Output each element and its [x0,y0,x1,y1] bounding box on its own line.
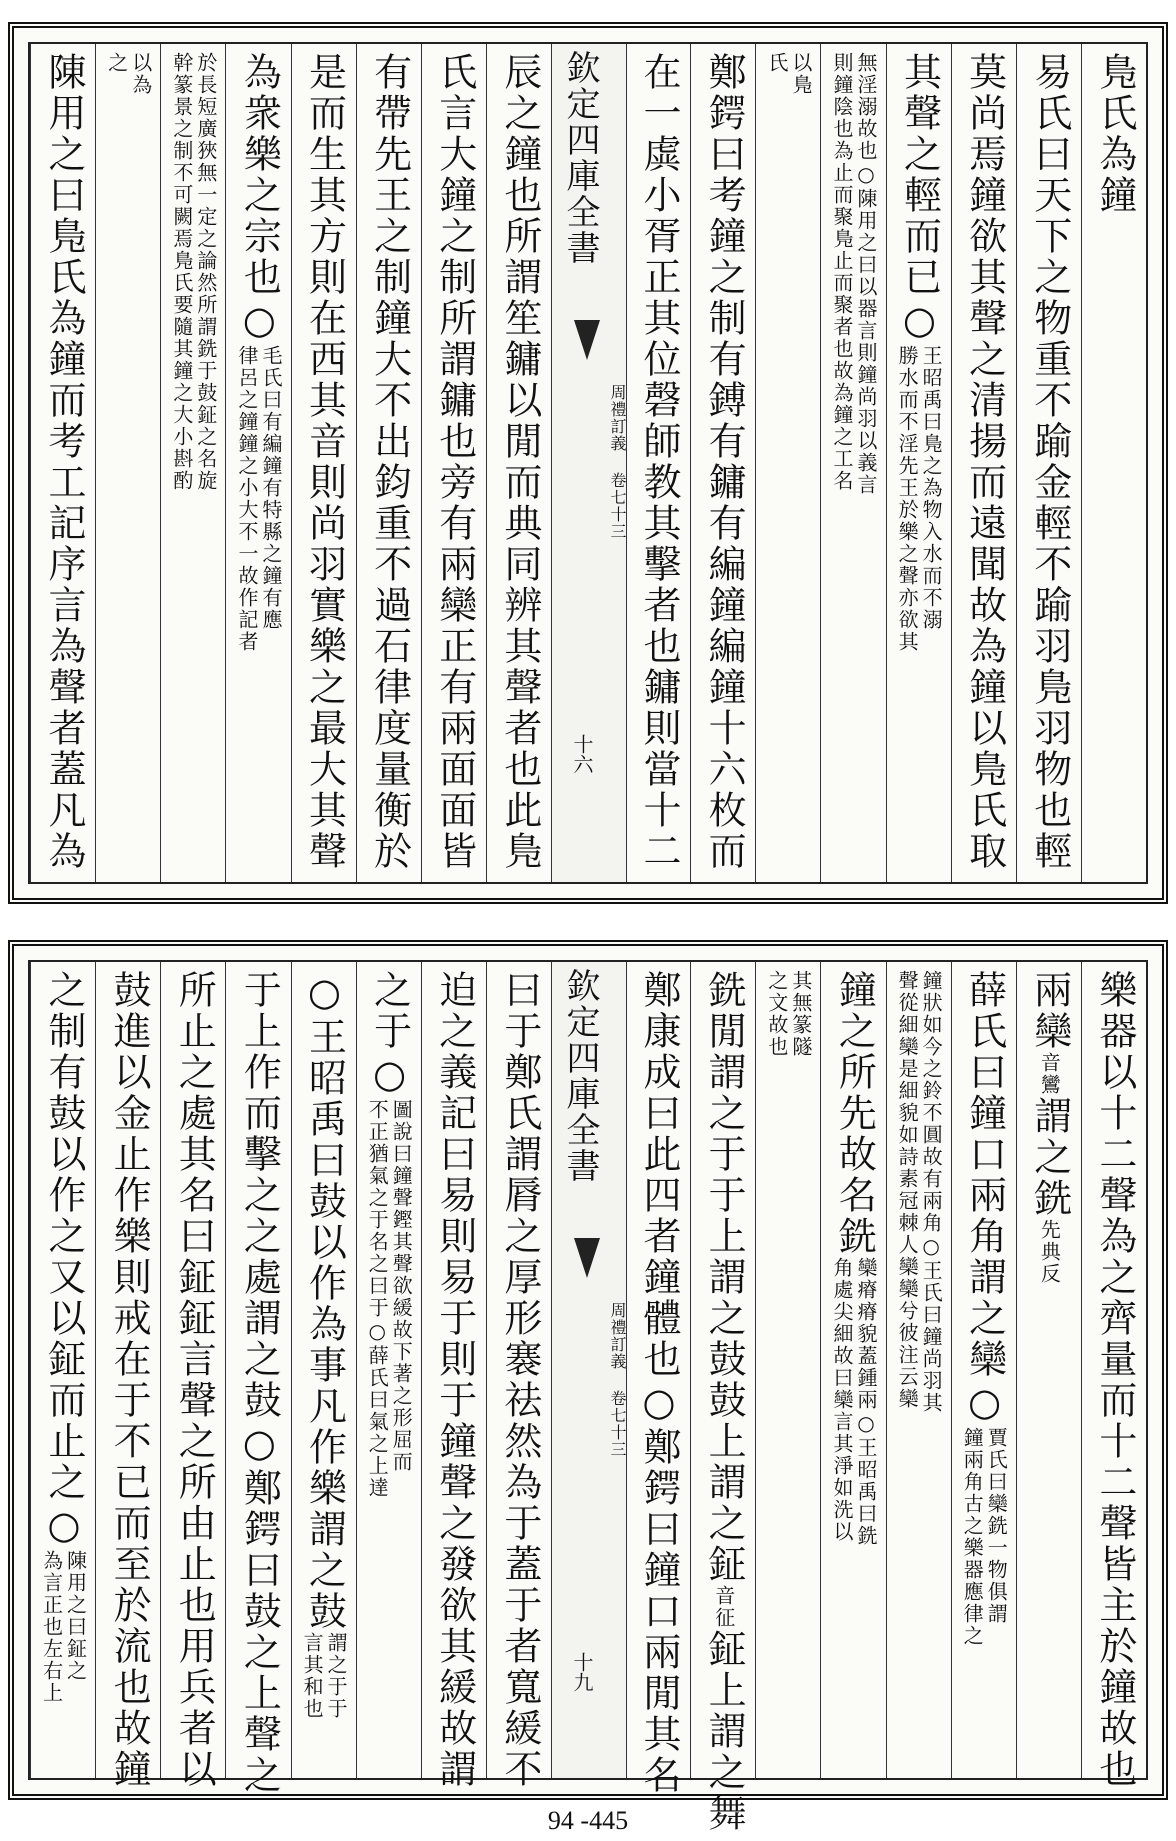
chapter-label: 周禮訂義 卷七十三 [608,1302,627,1458]
main-text: 是而生其方則在西其音則尚羽實樂之最大其聲 [302,52,347,872]
main-text: 所止之處其名曰鉦鉦言聲之所由止也用兵者以 [172,970,217,1790]
left-column [486,44,551,882]
annotation-text: 鐘兩角古之樂器應律之 [960,1427,985,1647]
right-column [951,44,1016,882]
center-margin [551,962,627,1778]
main-text: 在一虡小胥正其位磬師教其擊者也鏞則當十二 [636,52,681,872]
main-text: 兩欒 [1027,970,1072,1052]
annotation-text: 以為 [128,52,153,96]
annotation-text: 賈氏曰欒銑一物俱謂 [984,1427,1009,1625]
left-column [95,44,160,882]
right-column [690,44,755,882]
annotation-text: 以鳬 [788,52,813,96]
annotation-text: 之 [104,52,129,74]
main-text: 陳用之曰鳬氏為鐘而考工記序言為聲者蓋凡為 [41,52,86,872]
main-text: 薛氏曰鐘口兩角謂之欒○ [962,970,1007,1427]
main-text: ○王昭禹曰鼓以作為事凡作樂謂之鼓 [302,970,347,1632]
main-text: 鐘之所先故名銑 [832,970,877,1257]
center-margin [551,44,627,882]
annotation-text: 其無篆隧 [788,970,813,1058]
right-column [1081,44,1146,882]
main-text: 迫之義記曰易則易于則于鐘聲之發欲其緩故謂 [432,970,477,1790]
main-text: 銑閒謂之于于上謂之鼓鼓上謂之鉦 [702,970,747,1585]
fishtail-mark [574,1238,600,1278]
right-column [755,44,820,882]
main-text: 之制有鼓以作之又以鉦而止之○ [41,970,86,1550]
chapter-label: 周禮訂義 卷七十三 [608,384,627,540]
right-column [755,962,820,1778]
right-column [886,962,951,1778]
annotation-text: 音征 [711,1585,736,1629]
annotation-text: 則鐘陰也為止而聚鳬止而聚者也故為鐘之工名 [829,52,854,492]
annotation-text: 為言正也左右上 [39,1550,64,1704]
annotation-text: 毛氏曰有編鐘有特縣之鐘有應 [258,345,283,631]
right-column [625,44,690,882]
top-page [8,22,1168,904]
annotation-text: 勝水而不淫先王於樂之聲亦欲其 [895,345,920,653]
annotation-text: 陳用之曰鉦之 [63,1550,88,1682]
annotation-text: 於長短廣狹無一定之論然所謂銑于鼓鉦之名旋 [193,52,218,492]
main-text: 有帶先王之制鐘大不出鈞重不過石律度量衡於 [367,52,412,872]
annotation-text: 律呂之鐘鐘之小大不一故作記者 [234,345,259,653]
annotation-text: 音鸞 [1037,1052,1062,1096]
left-column [421,44,486,882]
right-column [1016,44,1081,882]
main-text: 于上作而擊之之處謂之鼓○鄭鍔曰鼓之上聲之 [237,970,282,1796]
annotation-text: 之文故也 [764,970,789,1058]
main-text: 曰于鄭氏謂脣之厚形褰祛然為于蓋于者寬緩不 [497,970,542,1790]
right-column [951,962,1016,1778]
annotation-text: 幹篆景之制不可闕焉鳬氏要隨其鐘之大小斟酌 [169,52,194,492]
right-column [820,962,885,1778]
right-column [625,962,690,1796]
left-column [421,962,486,1790]
main-text: 鄭康成曰此四者鐘體也○鄭鍔曰鐘口兩閒其名 [636,970,681,1796]
annotation-text: 謂之于于 [324,1632,349,1720]
left-column [225,962,290,1796]
annotation-text: 王昭禹曰鳬之為物入水而不溺 [919,345,944,631]
fishtail-mark [574,320,600,360]
annotation-text: 聲從細欒是細貌如詩素冠棘人欒欒兮彼注云欒 [895,970,920,1410]
left-column [225,44,290,882]
main-text: 辰之鐘也所謂笙鏞以閒而典同辨其聲者也此鳬 [497,52,542,872]
main-text: 易氏曰天下之物重不踰金輕不踰羽鳬羽物也輕 [1027,52,1072,872]
main-text: 謂之銑 [1027,1096,1072,1219]
page-number: 94 -445 [547,1806,629,1835]
right-column [820,44,885,882]
main-text: 鄭鍔曰考鐘之制有鎛有鏞有編鐘編鐘十六枚而 [702,52,747,872]
right-column [1081,962,1146,1790]
annotation-text: 氏 [764,52,789,74]
main-text: 鉦上謂之舞 [702,1629,747,1834]
annotation-text: ○王昭禹曰銑 [853,1411,878,1547]
folio-number: 十六 [570,734,594,774]
right-column [1016,962,1081,1778]
main-text: 鳬氏為鐘 [1092,52,1137,216]
left-column [95,962,160,1790]
main-text: 氏言大鐘之制所謂鏞也旁有兩欒正有兩面面皆 [432,52,477,872]
annotation-text: 不正猶氣之于名之曰于○薛氏曰氣之上達 [365,1099,390,1499]
left-column [30,962,95,1778]
book-title: 欽定四庫全書 [560,968,600,1184]
annotation-text: 言其淨如洗以 [829,1411,854,1543]
main-text: 樂器以十二聲為之齊量而十二聲皆主於鐘故也 [1092,970,1137,1790]
left-column [30,44,95,882]
left-column [160,962,225,1790]
main-text: 鼓進以金止作樂則戒在于不已而至於流也故鐘 [107,970,152,1790]
main-text: 為衆樂之宗也○ [237,52,282,345]
left-column [486,962,551,1790]
annotation-text: 圖說曰鐘聲鏗其聲欲緩故下著之形屈而 [389,1099,414,1473]
right-column [886,44,951,882]
book-title: 欽定四庫全書 [560,50,600,266]
left-column [356,44,421,882]
annotation-text: 言其和也 [300,1632,325,1720]
left-column [160,44,225,882]
annotation-text: 無淫溺故也○陳用之曰以器言則鐘尚羽以義言 [853,52,878,496]
annotation-text: 鐘狀如今之鈴不圓故有兩角○王氏曰鐘尚羽其 [919,970,944,1414]
main-text: 其聲之輕而已○ [897,52,942,345]
main-text: 之于○ [367,970,412,1099]
left-column [291,962,356,1778]
left-column [356,962,421,1778]
right-column [690,962,755,1834]
folio-number: 十九 [570,1652,594,1692]
annotation-text: 角處尖細故曰欒 [829,1257,854,1411]
annotation-text: 欒瘠瘠貌蓋鍾兩 [853,1257,878,1411]
left-column [291,44,356,882]
annotation-text: 先典反 [1037,1219,1062,1285]
main-text: 莫尚焉鐘欲其聲之清揚而遠聞故為鐘以鳬氏取 [962,52,1007,872]
